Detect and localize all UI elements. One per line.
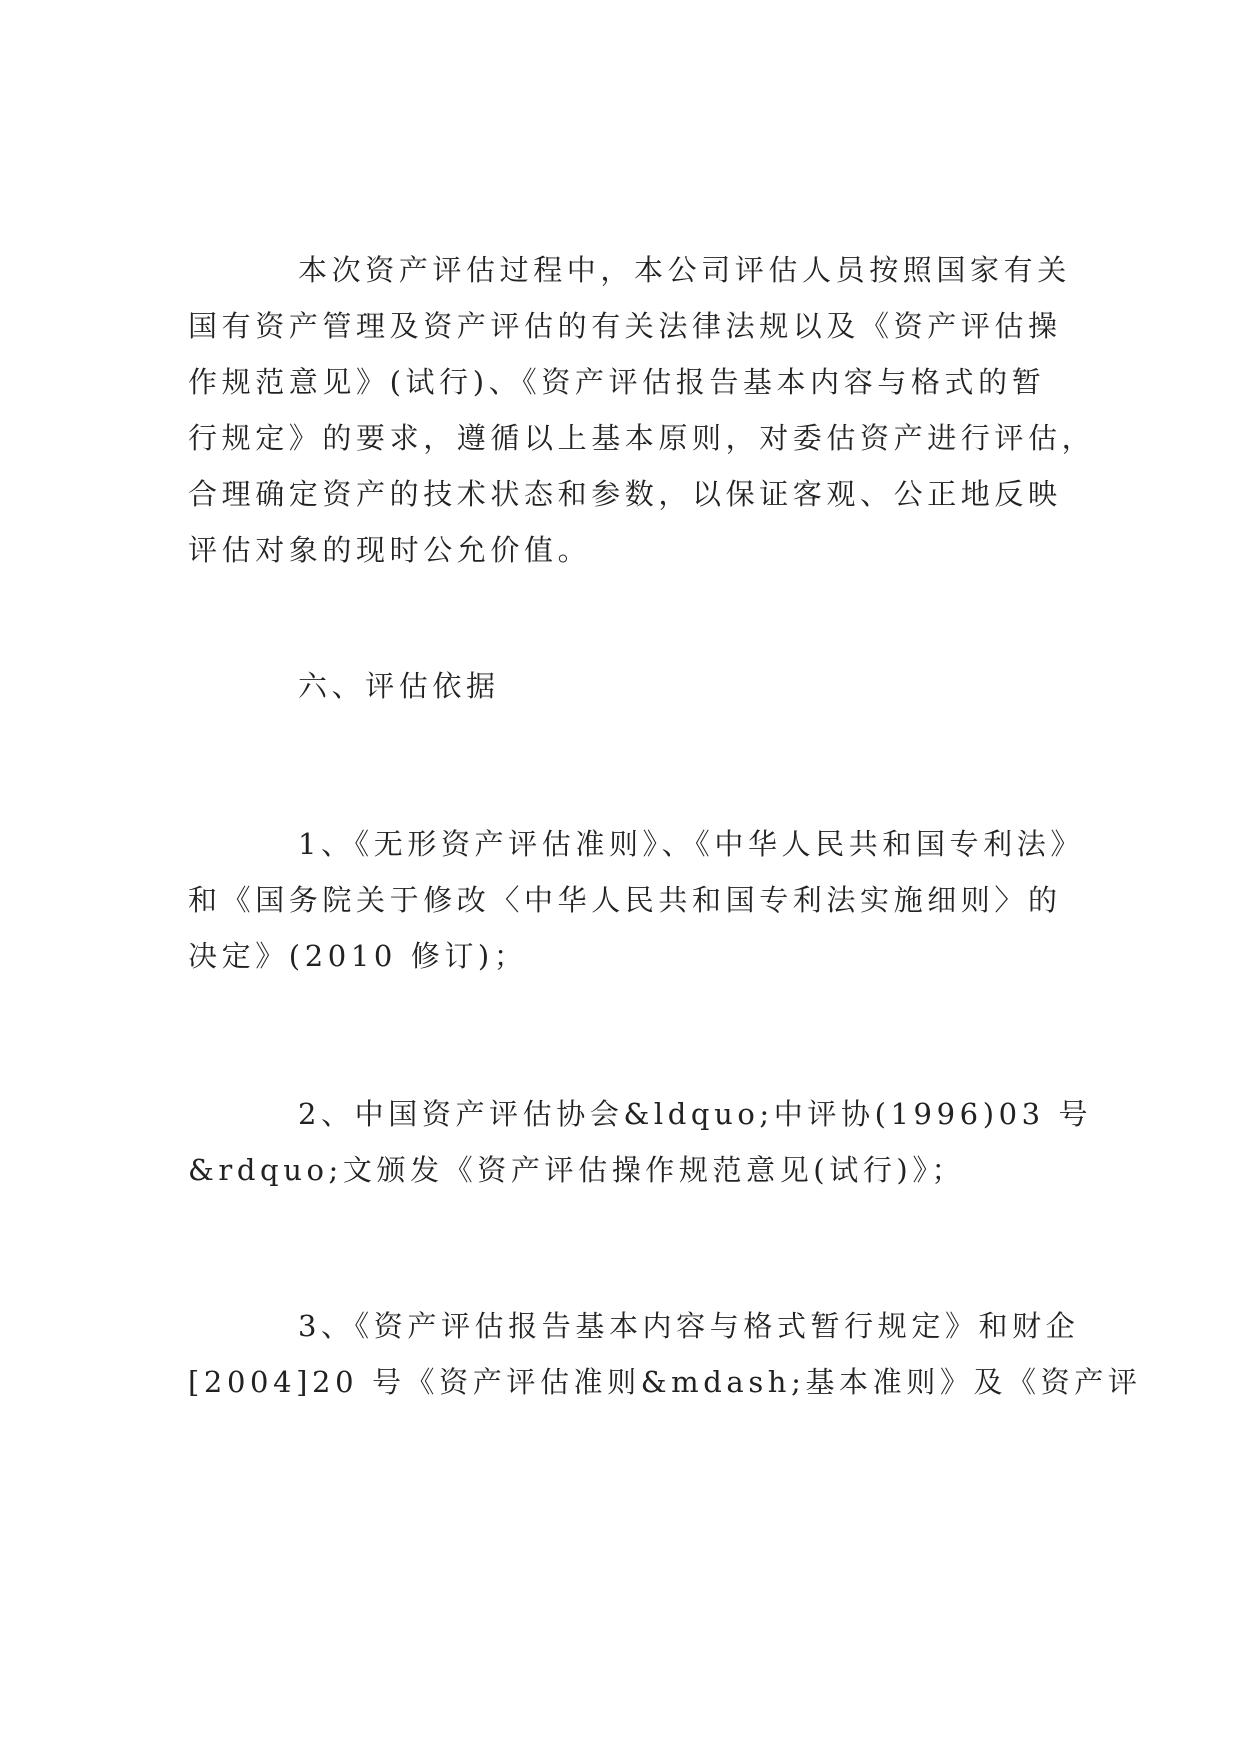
paragraph-1-line-4: 行规定》的要求，遵循以上基本原则，对委估资产进行评估， bbox=[188, 421, 1096, 455]
item-3-line-1: 3、《资产评估报告基本内容与格式暂行规定》和财企 bbox=[298, 1309, 1080, 1343]
section-heading: 六、评估依据 bbox=[298, 669, 500, 703]
paragraph-1-line-3: 作规范意见》(试行)、《资产评估报告基本内容与格式的暂 bbox=[188, 365, 1046, 399]
item-1-line-2: 和《国务院关于修改〈中华人民共和国专利法实施细则〉的 bbox=[188, 883, 1062, 917]
item-1-line-1: 1、《无形资产评估准则》、《中华人民共和国专利法》 bbox=[298, 827, 1084, 861]
paragraph-1-line-5: 合理确定资产的技术状态和参数，以保证客观、公正地反映 bbox=[188, 477, 1062, 511]
item-2-line-1: 2、中国资产评估协会&ldquo;中评协(1996)03 号 bbox=[298, 1097, 1093, 1131]
item-3-line-2: [2004]20 号《资产评估准则&mdash;基本准则》及《资产评 bbox=[188, 1365, 1142, 1399]
paragraph-1-line-1: 本次资产评估过程中，本公司评估人员按照国家有关 bbox=[298, 253, 1071, 287]
paragraph-1-line-6: 评估对象的现时公允价值。 bbox=[188, 533, 592, 567]
item-2-line-2: &rdquo;文颁发《资产评估操作规范意见(试行)》； bbox=[188, 1153, 966, 1187]
paragraph-1-line-2: 国有资产管理及资产评估的有关法律法规以及《资产评估操 bbox=[188, 309, 1062, 343]
item-1-line-3: 决定》(2010 修订)； bbox=[188, 939, 528, 973]
